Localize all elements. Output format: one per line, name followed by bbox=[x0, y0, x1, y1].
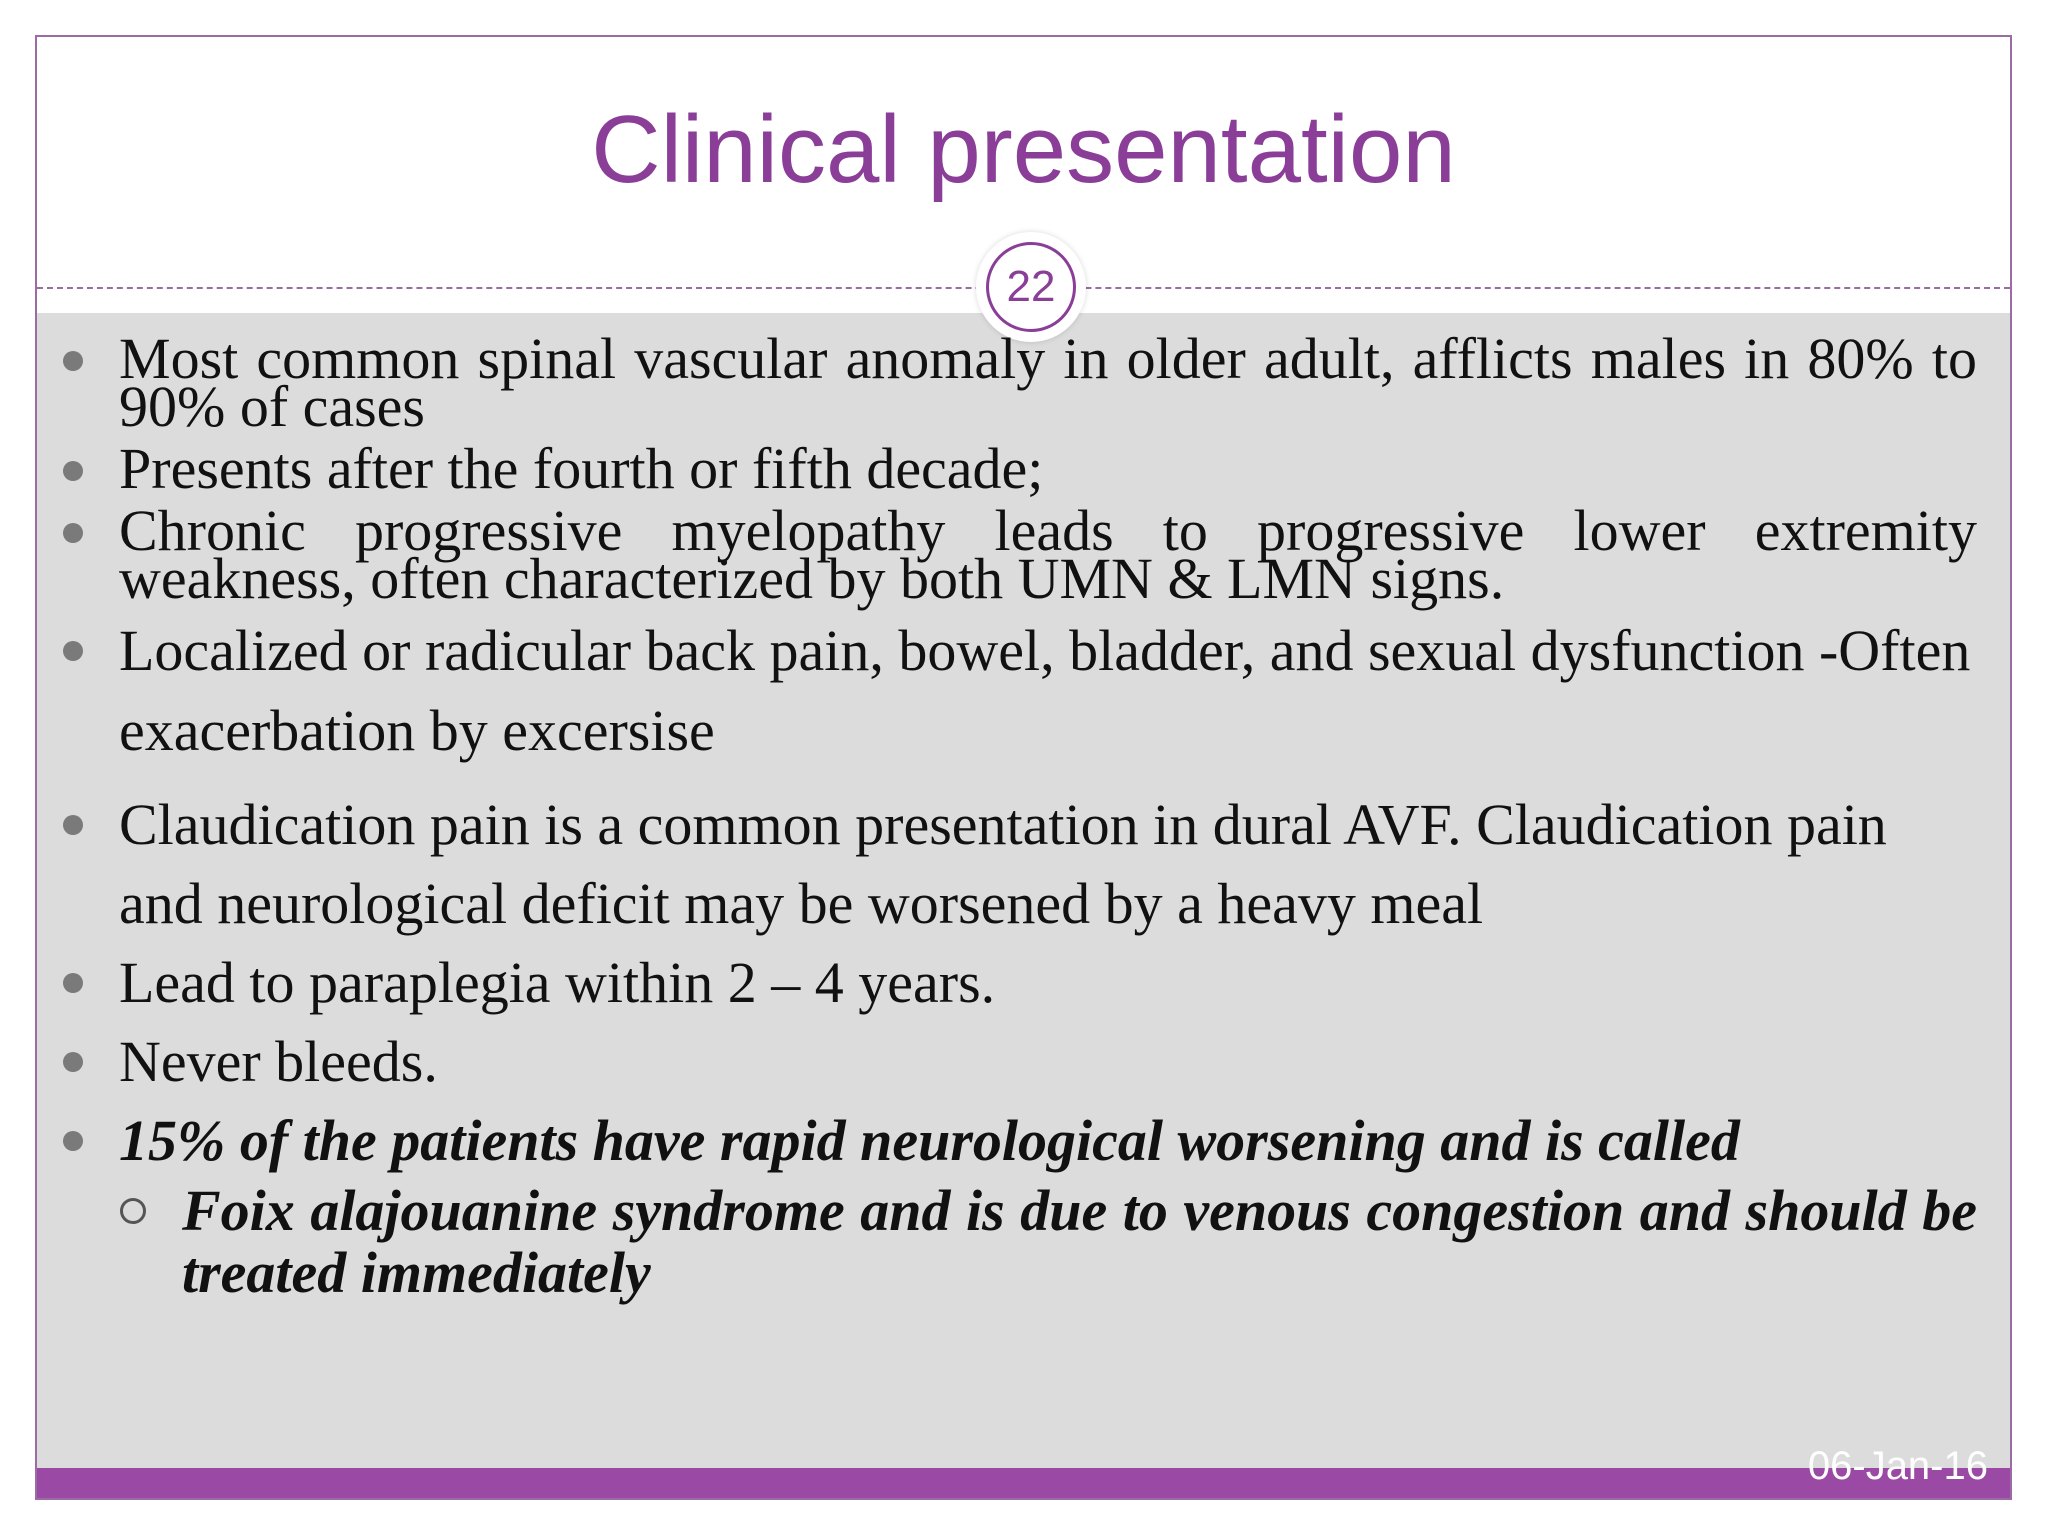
bullet-text: 15% of the patients have rapid neurological worsening and is called bbox=[119, 1108, 1740, 1173]
page-number: 22 bbox=[986, 242, 1076, 332]
bullet-item bbox=[37, 1022, 1997, 1101]
bullet-list bbox=[37, 326, 1997, 1305]
bullet-dot-icon bbox=[63, 351, 83, 371]
sub-bullet-circle-icon bbox=[120, 1198, 146, 1224]
sub-bullet-text: Foix alajouanine syndrome and is due to venous congestion and should be treated immediately bbox=[182, 1178, 1977, 1305]
bullet-item bbox=[37, 498, 1997, 611]
bullet-dot-icon bbox=[63, 641, 83, 661]
footer-bar bbox=[37, 1468, 2010, 1500]
bullet-text: Localized or radicular back pain, bowel, bladder, and sexual dysfunction -Often exacerbation by excersise bbox=[119, 618, 1971, 763]
bullet-text: Most common spinal vascular anomaly in older adult, afflicts males in 80% to 90% of cases bbox=[119, 326, 1977, 439]
bullet-dot-icon bbox=[63, 1052, 83, 1072]
bullet-item bbox=[37, 943, 1997, 1022]
bullet-text: Lead to paraplegia within 2 – 4 years. bbox=[119, 950, 996, 1015]
slide-frame bbox=[35, 35, 2012, 1500]
bullet-text: Chronic progressive myelopathy leads to progressive lower extremity weakness, often characterized by both UMN & LMN signs. bbox=[119, 498, 1977, 611]
bullet-item bbox=[37, 1101, 1997, 1180]
bullet-item bbox=[37, 611, 1997, 771]
bullet-item bbox=[37, 326, 1997, 439]
bullet-dot-icon bbox=[63, 815, 83, 835]
slide-title: Clinical presentation bbox=[591, 96, 1456, 203]
bullet-text: Claudication pain is a common presentation in dural AVF. Claudication pain and neurological deficit may be worsened by a heavy meal bbox=[119, 792, 1887, 936]
bullet-dot-icon bbox=[63, 973, 83, 993]
bullet-text: Presents after the fourth or fifth decade; bbox=[119, 436, 1044, 501]
bullet-item bbox=[37, 785, 1997, 943]
bullet-dot-icon bbox=[63, 1131, 83, 1151]
slide-date: 06-Jan-16 bbox=[1807, 1444, 1988, 1488]
bullet-dot-icon bbox=[63, 461, 83, 481]
sub-bullet-item bbox=[37, 1180, 1997, 1304]
bullet-text: Never bleeds. bbox=[119, 1029, 438, 1094]
bullet-item bbox=[37, 436, 1997, 501]
bullet-dot-icon bbox=[63, 523, 83, 543]
